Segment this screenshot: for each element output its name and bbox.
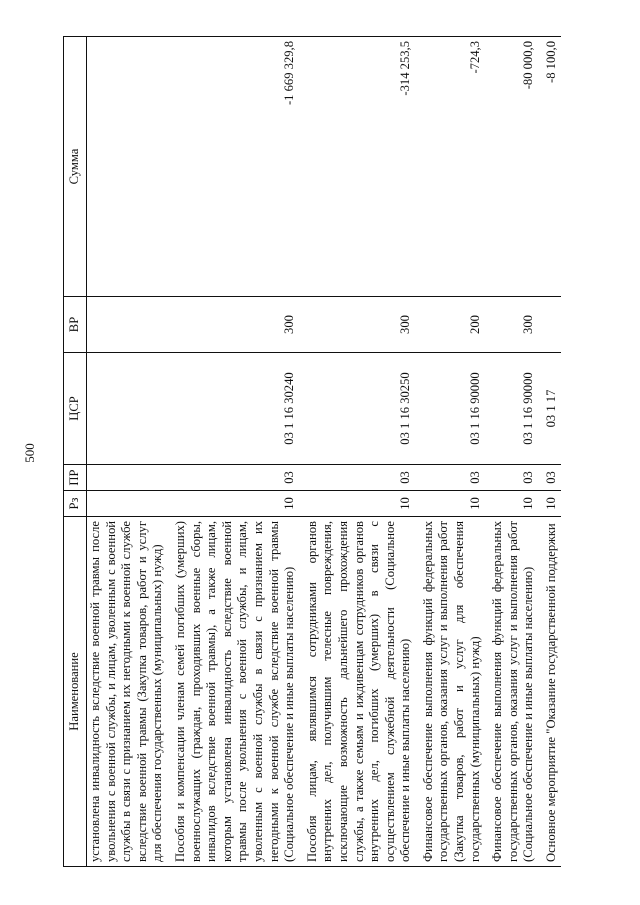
page-number: 500 — [22, 443, 37, 463]
row-csr: 03 1 16 30240 — [167, 353, 299, 465]
row-csr — [87, 353, 167, 465]
row-rz: 10 — [484, 491, 538, 517]
col-header-sum: Сумма — [64, 37, 87, 297]
row-csr: 03 1 16 90000 — [484, 353, 538, 465]
row-sum: -80 000,0 — [484, 37, 538, 297]
row-name: Финансовое обеспечение выполнения функций федеральных государственных органов, оказания услуг и выполнения работ (Закупка товаров, работ и услуг для обеспечения государственных (муниципальных) нужд) — [415, 517, 484, 867]
row-vr: 300 — [299, 297, 415, 353]
row-vr: 200 — [415, 297, 484, 353]
col-header-name: Наименование — [64, 517, 87, 867]
row-pr: 03 — [299, 465, 415, 491]
table-row — [538, 37, 561, 867]
budget-table — [63, 36, 561, 867]
rotated-page — [63, 37, 563, 867]
col-header-vr: ВР — [64, 297, 87, 353]
table-row — [484, 37, 538, 867]
row-name: Основное мероприятие "Оказание государственной поддержки — [538, 517, 561, 867]
table-row — [299, 37, 415, 867]
row-pr: 03 — [538, 465, 561, 491]
row-name: Пособия лицам, являвшимся сотрудниками органов внутренних дел, получившим телесные повреждения, исключающие возможность дальнейшего прохождения службы, а также семьям и иждивенцам сотрудников органов внутренних дел, погибших (умерших) в связи с осуществлением служебной деятельности (Социальное обеспечение и иные выплаты населению) — [299, 517, 415, 867]
row-sum: -724,3 — [415, 37, 484, 297]
row-sum: -8 100,0 — [538, 37, 561, 297]
row-csr: 03 1 16 90000 — [415, 353, 484, 465]
table-header-row — [64, 37, 87, 867]
col-header-csr: ЦСР — [64, 353, 87, 465]
col-header-pr: ПР — [64, 465, 87, 491]
row-rz: 10 — [299, 491, 415, 517]
row-csr: 03 1 17 — [538, 353, 561, 465]
row-pr: 03 — [415, 465, 484, 491]
row-vr: 300 — [484, 297, 538, 353]
row-pr: 03 — [484, 465, 538, 491]
row-rz: 10 — [167, 491, 299, 517]
row-name: установлена инвалидность вследствие военной травмы после увольнения с военной службы, и лицам, уволенным с военной службы в связи с признанием их негодными к военной службе вследствие военной травмы (Закупка товаров, работ и услуг для обеспечения государственных (муниципальных) нужд) — [87, 517, 167, 867]
row-sum: -1 669 329,8 — [167, 37, 299, 297]
row-rz: 10 — [415, 491, 484, 517]
row-vr — [87, 297, 167, 353]
row-name: Пособия и компенсации членам семей погибших (умерших) военнослужащих (граждан, проходивших военные сборы, инвалидов вследствие военной травмы), а также лицам, которым установлена инвалидность вследствие военной травмы после увольнения с военной службы, и лицам, уволенным с военной службы в связи с признанием их негодными к военной службе вследствие военной травмы (Социальное обеспечение и иные выплаты населению) — [167, 517, 299, 867]
table-row — [87, 37, 167, 867]
row-name: Финансовое обеспечение выполнения функций федеральных государственных органов, оказания услуг и выполнения работ (Социальное обеспечение и иные выплаты населению) — [484, 517, 538, 867]
row-vr: 300 — [167, 297, 299, 353]
row-pr — [87, 465, 167, 491]
row-csr: 03 1 16 30250 — [299, 353, 415, 465]
row-pr: 03 — [167, 465, 299, 491]
row-rz: 10 — [538, 491, 561, 517]
row-rz — [87, 491, 167, 517]
col-header-rz: Рз — [64, 491, 87, 517]
table-row — [415, 37, 484, 867]
row-sum — [87, 37, 167, 297]
row-vr — [538, 297, 561, 353]
row-sum: -314 253,5 — [299, 37, 415, 297]
table-row — [167, 37, 299, 867]
